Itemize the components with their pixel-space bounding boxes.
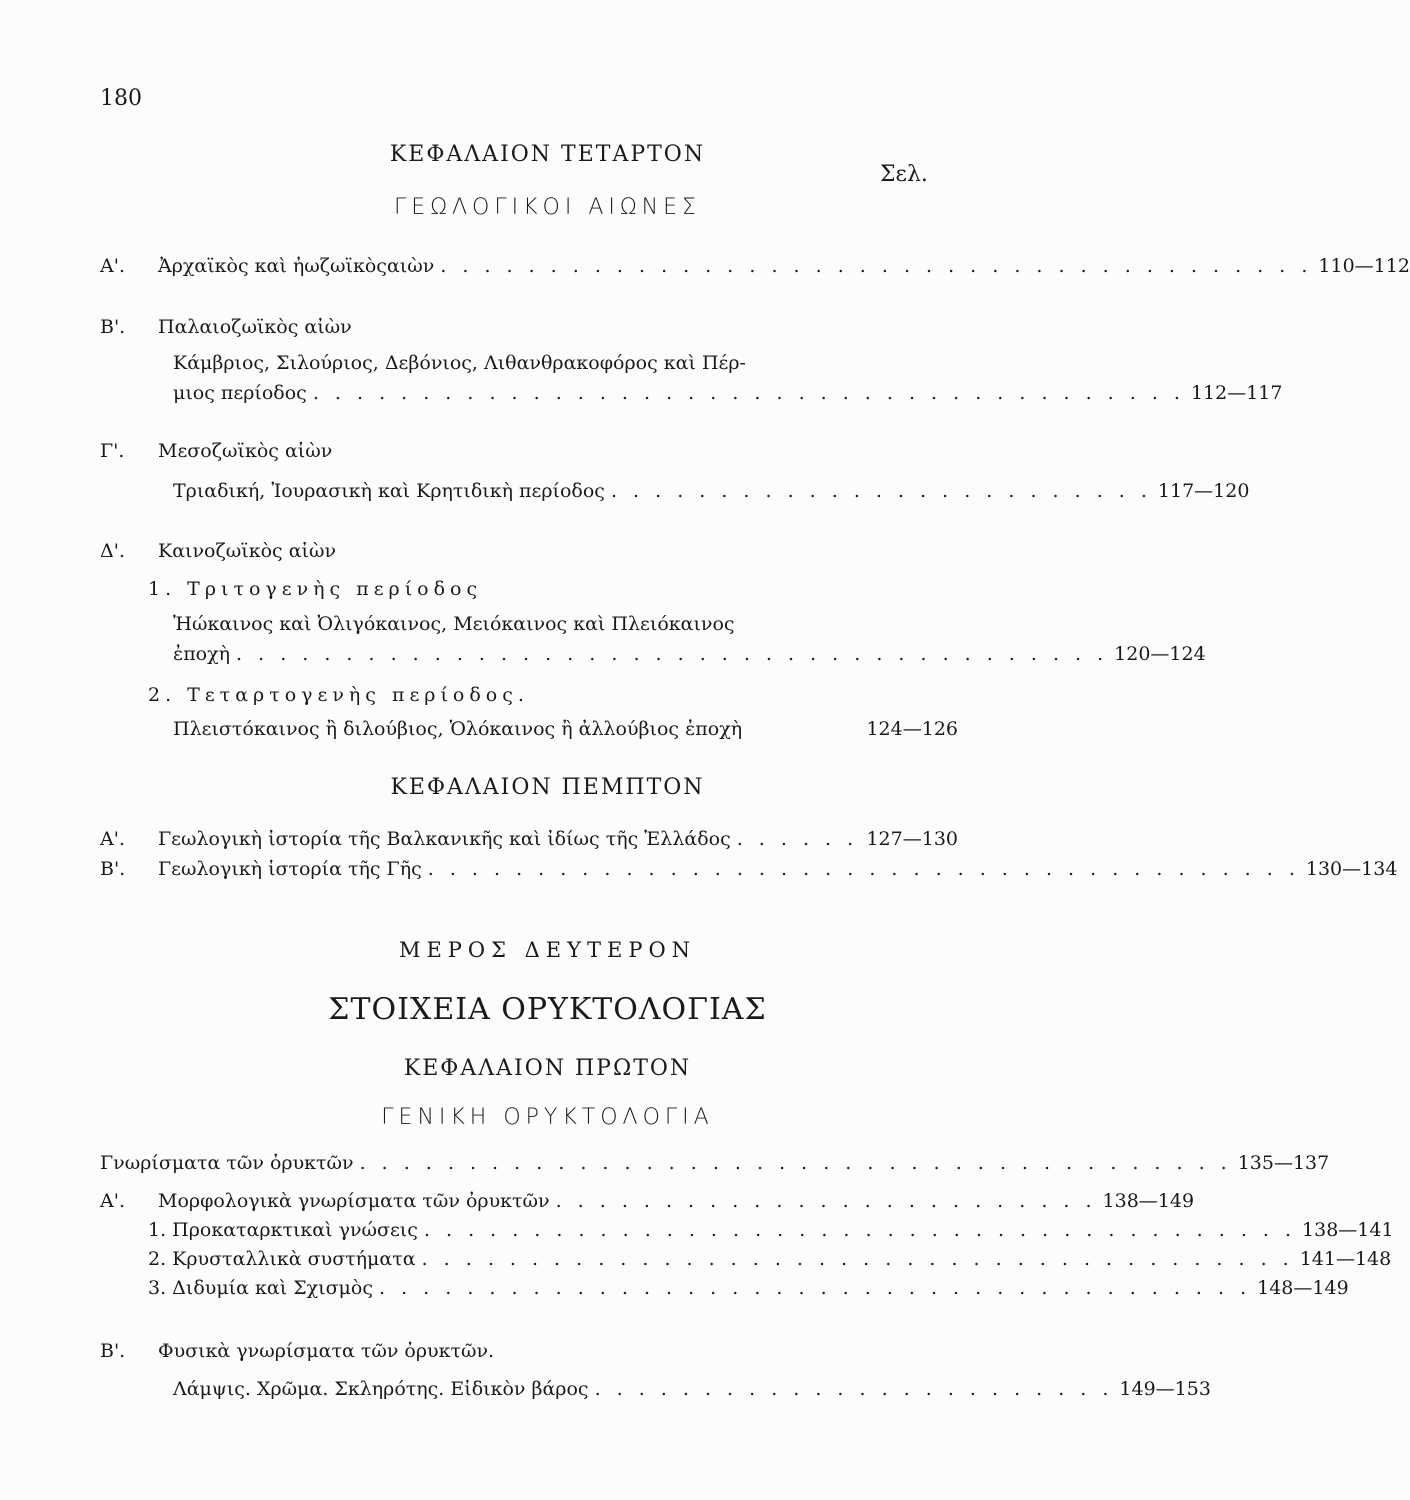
entry-pages: 127—130 (866, 828, 958, 850)
dot-leader: . . . . . . . . . . . . . . . . . . . . . . . . (594, 1378, 1114, 1400)
entry-pages: 117—120 (1157, 480, 1250, 502)
toc-entry-g (100, 440, 958, 462)
toc-entry-a (100, 255, 1410, 277)
subsection-title: 2. Τεταρτογενὴς περίοδος. (148, 684, 529, 706)
entry-label: Α'. (100, 828, 125, 850)
subsection-title: 1. Τριτογενὴς περίοδος (148, 578, 483, 600)
entry-pages: 135—137 (1237, 1152, 1330, 1174)
toc-entry-d1-detail (173, 643, 1206, 665)
chapter1-subheading: ΓΕΝΙΚΗ ΟΡΥΚΤΟΛΟΓΙΑ (381, 1105, 714, 1130)
entry-text: Γεωλογικὴ ἱστορία τῆς Γῆς (158, 858, 422, 880)
toc-subentry-1 (148, 1219, 1394, 1241)
toc-entry-intro (100, 1152, 1330, 1174)
entry-text: Μορφολογικὰ γνωρίσματα τῶν ὀρυκτῶν (158, 1190, 550, 1212)
entry-text: Παλαιοζωϊκὸς αἰὼν (158, 316, 352, 338)
entry-pages: 120—124 (1114, 643, 1206, 665)
chapter5-heading: ΚΕΦΑΛΑΙΟΝ ΠΕΜΠΤΟΝ (390, 775, 705, 800)
entry-text: Φυσικὰ γνωρίσματα τῶν ὀρυκτῶν. (158, 1340, 495, 1362)
dot-leader: . . . . . . . . . . . . . . . . . . . . . . . . . . . . . . . . . . . . . . . . (421, 1248, 1294, 1270)
page-number: 180 (100, 86, 142, 111)
toc-entry-1a (100, 1190, 1195, 1212)
toc-entry-b-detail (173, 382, 1283, 404)
entry-pages: 110—112 (1318, 255, 1410, 277)
dot-leader: . . . . . . . . . . . . . . . . . . . . . . . . . . . . . . . . . . . . . . . . (440, 255, 1313, 277)
entry-text: 1. Προκαταρκτικαὶ γνώσεις (148, 1219, 418, 1241)
entry-pages: 112—117 (1190, 382, 1283, 404)
toc-entry-b (100, 316, 958, 338)
entry-text: 2. Κρυσταλλικὰ συστήματα (148, 1248, 416, 1270)
entry-text: 3. Διδυμία καὶ Σχισμὸς (148, 1277, 373, 1299)
entry-pages: 138—149 (1102, 1190, 1195, 1212)
toc-entry-g-detail (173, 480, 1250, 502)
chapter4-heading: ΚΕΦΑΛΑΙΟΝ ΤΕΤΑΡΤΟΝ (389, 142, 706, 167)
entry-text: Γνωρίσματα τῶν ὀρυκτῶν (100, 1152, 354, 1174)
dot-leader: . . . . . . . . . . . . . . . . . . . . . . . . . . . . . . . . . . . . . . . . (427, 858, 1300, 880)
entry-text: Μεσοζωϊκὸς αἰὼν (158, 440, 333, 462)
entry-pages: 130—134 (1305, 858, 1398, 880)
toc-subentry-3 (148, 1277, 1349, 1299)
entry-label: Β'. (100, 1340, 126, 1362)
chapter1-heading: ΚΕΦΑΛΑΙΟΝ ΠΡΩΤΟΝ (403, 1056, 692, 1081)
toc-entry-5b (100, 858, 1398, 880)
entry-pages: 124—126 (866, 718, 958, 740)
toc-entry-1b (100, 1340, 958, 1362)
entry-label: Α'. (100, 1190, 125, 1212)
entry-pages: 141—148 (1299, 1248, 1392, 1270)
entry-label: Β'. (100, 858, 126, 880)
part-heading: ΜΕΡΟΣ ΔΕΥΤΕΡΟΝ (398, 938, 697, 962)
toc-entry-d2-detail (173, 718, 958, 740)
dot-leader: . . . . . . (736, 828, 859, 850)
entry-text: Γεωλογικὴ ἱστορία τῆς Βαλκανικῆς καὶ ἰδίως τῆς Ἑλλάδος (158, 828, 731, 850)
dot-leader: . . . . . . . . . . . . . . . . . . . . . . . . . (610, 480, 1152, 502)
dot-leader: . . . . . . . . . . . . . . . . . . . . . . . . . . . . . . . . . . . . . . . . (423, 1219, 1297, 1241)
entry-label: Γ'. (100, 440, 125, 462)
entry-label: Α'. (100, 255, 125, 277)
dot-leader: . . . . . . . . . . . . . . . . . . . . . . . . . . . . . . . . . . . . . . . . (236, 643, 1109, 665)
entry-pages: 138—141 (1302, 1219, 1394, 1241)
entry-pages: 148—149 (1257, 1277, 1349, 1299)
entry-detail: μιος περίοδος (173, 382, 307, 404)
dot-leader: . . . . . . . . . . . . . . . . . . . . . . . . . . . . . . . . . . . . . . . . (379, 1277, 1252, 1299)
toc-entry-5a (100, 828, 958, 850)
entry-label: Δ'. (100, 540, 125, 562)
dot-leader: . . . . . . . . . . . . . . . . . . . . . . . . . . . . . . . . . . . . . . . . (359, 1152, 1232, 1174)
entry-pages: 149—153 (1119, 1378, 1211, 1400)
toc-entry-1b-detail (173, 1378, 1211, 1400)
entry-detail: ἐποχὴ (173, 643, 231, 665)
entry-detail: Κάμβριος, Σιλούριος, Δεβόνιος, Λιθανθρακοφόρος καὶ Πέρ- (173, 352, 746, 374)
entry-label: Β'. (100, 316, 126, 338)
part-title: ΣΤΟΙΧΕΙΑ ΟΡΥΚΤΟΛΟΓΙΑΣ (328, 992, 767, 1027)
entry-detail: Πλειστόκαινος ἢ διλούβιος, Ὁλόκαινος ἢ ἀλλούβιος ἐποχὴ (173, 718, 743, 740)
dot-leader: . . . . . . . . . . . . . . . . . . . . . . . . . (555, 1190, 1097, 1212)
entry-detail: Ἠώκαινος καὶ Ὀλιγόκαινος, Μειόκαινος καὶ Πλειόκαινος (173, 613, 735, 635)
entry-detail: Λάμψις. Χρῶμα. Σκληρότης. Εἰδικὸν βάρος (173, 1378, 589, 1400)
entry-text: Ἀρχαϊκὸς καὶ ἠωζωϊκὸςαιὼν (158, 255, 435, 277)
toc-entry-d (100, 540, 958, 562)
chapter4-subheading: ΓΕΩΛΟΓΙΚΟΙ ΑΙΩΝΕΣ (394, 195, 701, 220)
page-column-label: Σελ. (880, 162, 928, 187)
entry-detail: Τριαδική, Ἰουρασικὴ καὶ Κρητιδικὴ περίοδος (173, 480, 605, 502)
toc-subentry-2 (148, 1248, 1392, 1270)
dot-leader: . . . . . . . . . . . . . . . . . . . . . . . . . . . . . . . . . . . . . . . . (312, 382, 1185, 404)
entry-text: Καινοζωϊκὸς αἰὼν (158, 540, 337, 562)
